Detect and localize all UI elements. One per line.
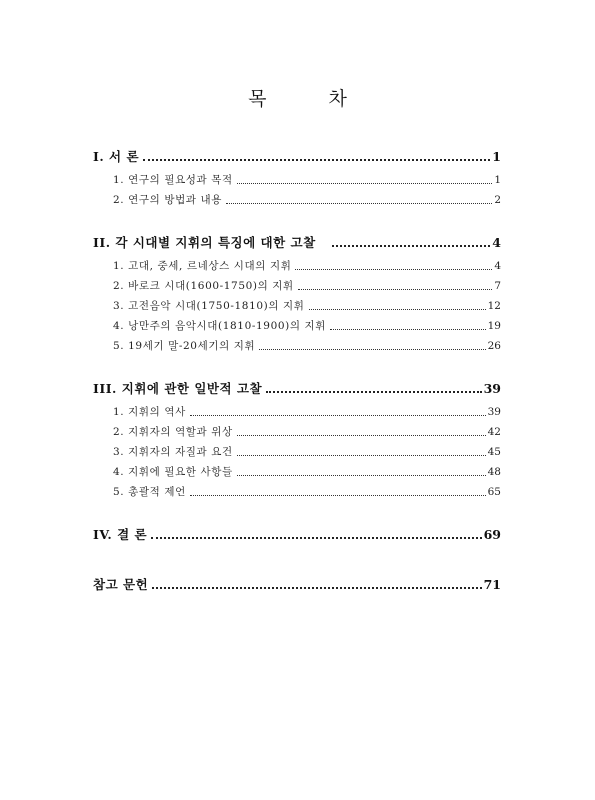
section-label: 5. 총괄적 제언 — [113, 486, 186, 498]
section-label: 1. 지휘의 역사 — [113, 406, 186, 418]
section-page-number: 26 — [487, 340, 501, 352]
section-label: 2. 바로크 시대(1600-1750)의 지휘 — [113, 280, 294, 292]
dot-leader — [152, 576, 481, 594]
toc-chapter-4[interactable] — [93, 526, 501, 544]
section-label: 3. 지휘자의 자질과 요건 — [113, 446, 233, 458]
section-label: 4. 낭만주의 음악시대(1810-1900)의 지휘 — [113, 320, 326, 332]
section-page-number: 65 — [487, 486, 501, 498]
section-label: 1. 연구의 필요성과 목적 — [113, 174, 233, 186]
toc-references[interactable] — [93, 576, 501, 594]
chapter-label: III. 지휘에 관한 일반적 고찰 — [93, 381, 263, 396]
chapter-label: II. 각 시대별 지휘의 특징에 대한 고찰 — [93, 235, 316, 250]
toc-section-2-1[interactable] — [93, 258, 501, 274]
chapter-label: 참고 문헌 — [93, 577, 149, 592]
section-label: 1. 고대, 중세, 르네상스 시대의 지휘 — [113, 260, 292, 272]
toc-section-3-1[interactable] — [93, 404, 501, 420]
toc-section-2-3[interactable] — [93, 298, 501, 314]
chapter-label: IV. 결 론 — [93, 527, 148, 542]
dot-leader — [143, 148, 490, 166]
section-page-number: 1 — [494, 174, 501, 186]
dot-leader — [259, 338, 485, 354]
toc-section-2-4[interactable] — [93, 318, 501, 334]
section-page-number: 2 — [494, 194, 501, 206]
toc-section-3-2[interactable] — [93, 424, 501, 440]
chapter-page-number: 69 — [483, 527, 501, 542]
chapter-page-number: 39 — [483, 381, 501, 396]
chapter-page-number: 4 — [492, 235, 501, 250]
dot-leader — [190, 404, 486, 420]
chapter-page-number: 71 — [483, 577, 501, 592]
section-page-number: 39 — [487, 406, 501, 418]
toc-section-2-2[interactable] — [93, 278, 501, 294]
section-label: 4. 지휘에 필요한 사항들 — [113, 466, 233, 478]
chapter-label: I. 서 론 — [93, 149, 140, 164]
section-label: 2. 지휘자의 역할과 위상 — [113, 426, 233, 438]
dot-leader — [237, 424, 486, 440]
section-page-number: 4 — [494, 260, 501, 272]
dot-leader — [298, 278, 493, 294]
section-label: 2. 연구의 방법과 내용 — [113, 194, 222, 206]
dot-leader — [226, 192, 492, 208]
dot-leader — [237, 464, 486, 480]
section-page-number: 19 — [487, 320, 501, 332]
dot-leader — [295, 258, 492, 274]
dot-leader — [190, 484, 486, 500]
section-page-number: 42 — [487, 426, 501, 438]
section-page-number: 48 — [487, 466, 501, 478]
dot-leader — [237, 172, 493, 188]
toc-chapter-3[interactable] — [93, 380, 501, 398]
dot-leader — [237, 444, 486, 460]
section-page-number: 12 — [487, 300, 501, 312]
section-label: 3. 고전음악 시대(1750-1810)의 지휘 — [113, 300, 305, 312]
dot-leader — [151, 526, 482, 544]
dot-leader — [309, 298, 486, 314]
toc-section-3-5[interactable] — [93, 484, 501, 500]
dot-leader — [266, 380, 482, 398]
toc-section-1-2[interactable] — [93, 192, 501, 208]
toc-chapter-1[interactable] — [93, 148, 501, 166]
section-page-number: 45 — [487, 446, 501, 458]
section-page-number: 7 — [494, 280, 501, 292]
dot-leader — [332, 234, 491, 252]
toc-section-2-5[interactable] — [93, 338, 501, 354]
toc-title: 목 차 — [248, 88, 375, 110]
section-label: 5. 19세기 말-20세기의 지휘 — [113, 340, 256, 352]
toc-section-3-4[interactable] — [93, 464, 501, 480]
toc-section-1-1[interactable] — [93, 172, 501, 188]
dot-leader — [330, 318, 486, 334]
toc-section-3-3[interactable] — [93, 444, 501, 460]
chapter-page-number: 1 — [492, 149, 501, 164]
toc-chapter-2[interactable] — [93, 234, 501, 252]
